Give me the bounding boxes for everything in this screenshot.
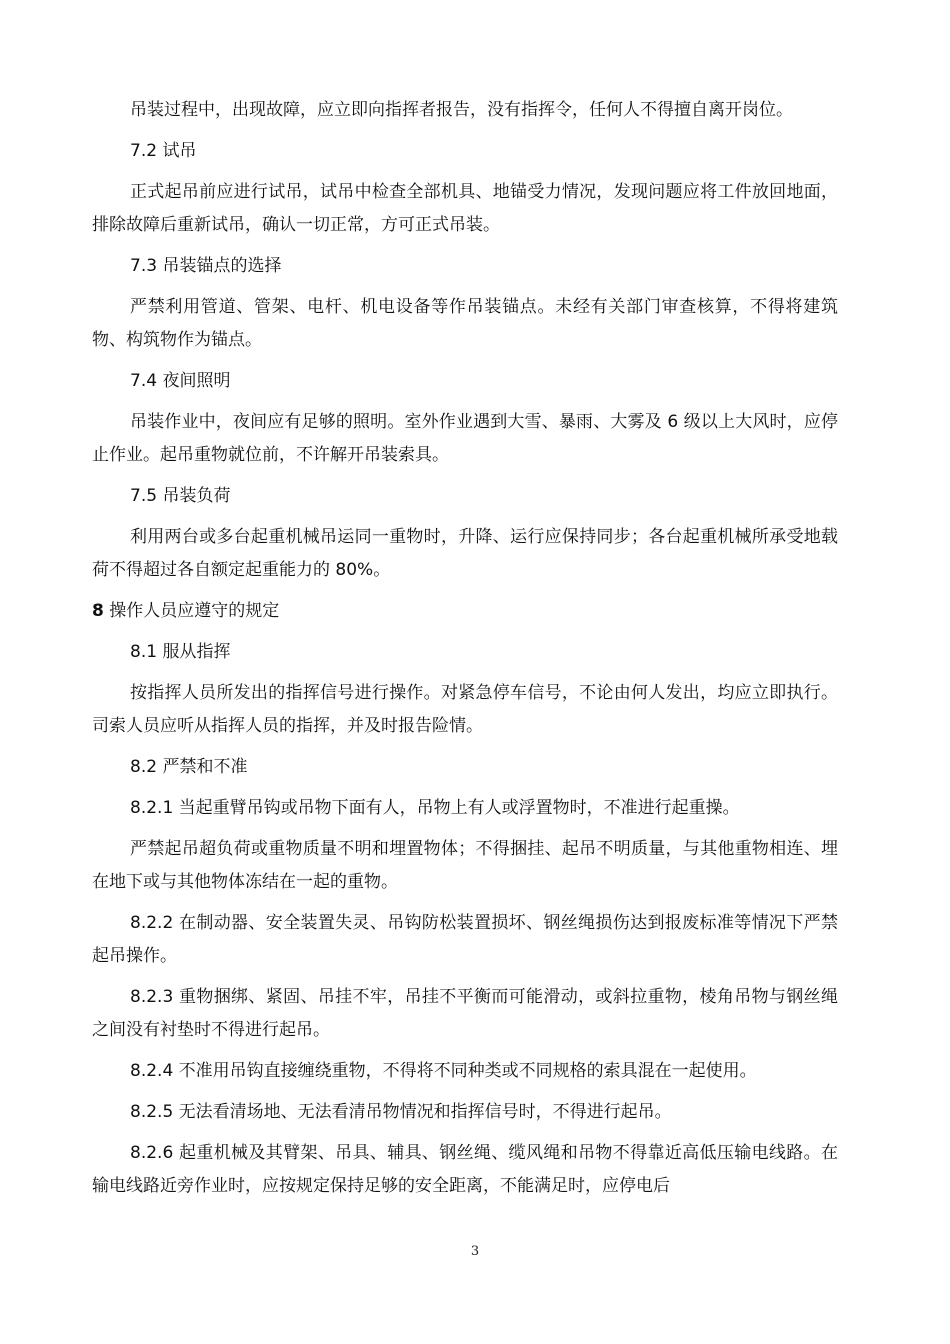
paragraph: 8.2.6 起重机械及其臂架、吊具、辅具、钢丝绳、缆风绳和吊物不得靠近高低压输电线路。在输电线路近旁作业时，应按规定保持足够的安全距离，不能满足时，应停电后 (92, 1143, 838, 1196)
paragraph: 8.2.4 不准用吊钩直接缠绕重物，不得将不同种类或不同规格的索具混在一起使用。 (130, 1061, 757, 1081)
paragraph: 利用两台或多台起重机械吊运同一重物时，升降、运行应保持同步；各台起重机械所承受地载荷不得超过各自额定起重能力的 80%。 (92, 527, 838, 580)
chapter-heading-8 (92, 595, 838, 628)
section-heading-7-5: 7.5 吊装负荷 (130, 486, 231, 506)
section-heading-8-1: 8.1 服从指挥 (130, 642, 231, 662)
paragraph: 吊装作业中，夜间应有足够的照明。室外作业遇到大雪、暴雨、大雾及 6 级以上大风时，应停止作业。起吊重物就位前，不许解开吊装索具。 (92, 412, 838, 465)
section-heading-7-3: 7.3 吊装锚点的选择 (130, 256, 282, 276)
page-number: 3 (470, 1244, 480, 1259)
chapter-title: 操作人员应遵守的规定 (103, 601, 280, 621)
chapter-number: 8 (92, 601, 104, 621)
paragraph: 正式起吊前应进行试吊，试吊中检查全部机具、地锚受力情况，发现问题应将工件放回地面，排除故障后重新试吊，确认一切正常，方可正式吊装。 (92, 182, 838, 235)
paragraph: 按指挥人员所发出的指挥信号进行操作。对紧急停车信号，不论由何人发出，均应立即执行。司索人员应听从指挥人员的指挥，并及时报告险情。 (92, 683, 838, 736)
section-heading-7-4: 7.4 夜间照明 (130, 371, 231, 391)
paragraph: 吊装过程中，出现故障，应立即向指挥者报告，没有指挥令，任何人不得擅自离开岗位。 (130, 100, 793, 120)
section-heading-7-2: 7.2 试吊 (130, 141, 197, 161)
paragraph: 8.2.1 当起重臂吊钩或吊物下面有人，吊物上有人或浮置物时，不准进行起重操。 (130, 798, 740, 818)
paragraph: 8.2.2 在制动器、安全装置失灵、吊钩防松装置损坏、钢丝绳损伤达到报废标准等情况下严禁起吊操作。 (92, 913, 838, 966)
paragraph: 严禁起吊超负荷或重物质量不明和埋置物体；不得捆挂、起吊不明质量，与其他重物相连、埋在地下或与其他物体冻结在一起的重物。 (92, 839, 838, 892)
paragraph: 严禁利用管道、管架、电杆、机电设备等作吊装锚点。未经有关部门审查核算，不得将建筑物、构筑物作为锚点。 (92, 297, 838, 350)
paragraph: 8.2.5 无法看清场地、无法看清吊物情况和指挥信号时，不得进行起吊。 (130, 1102, 672, 1122)
paragraph: 8.2.3 重物捆绑、紧固、吊挂不牢，吊挂不平衡而可能滑动，或斜拉重物，棱角吊物与钢丝绳之间没有衬垫时不得进行起吊。 (92, 987, 838, 1040)
section-heading-8-2: 8.2 严禁和不准 (130, 757, 248, 777)
document-body (92, 94, 838, 1211)
